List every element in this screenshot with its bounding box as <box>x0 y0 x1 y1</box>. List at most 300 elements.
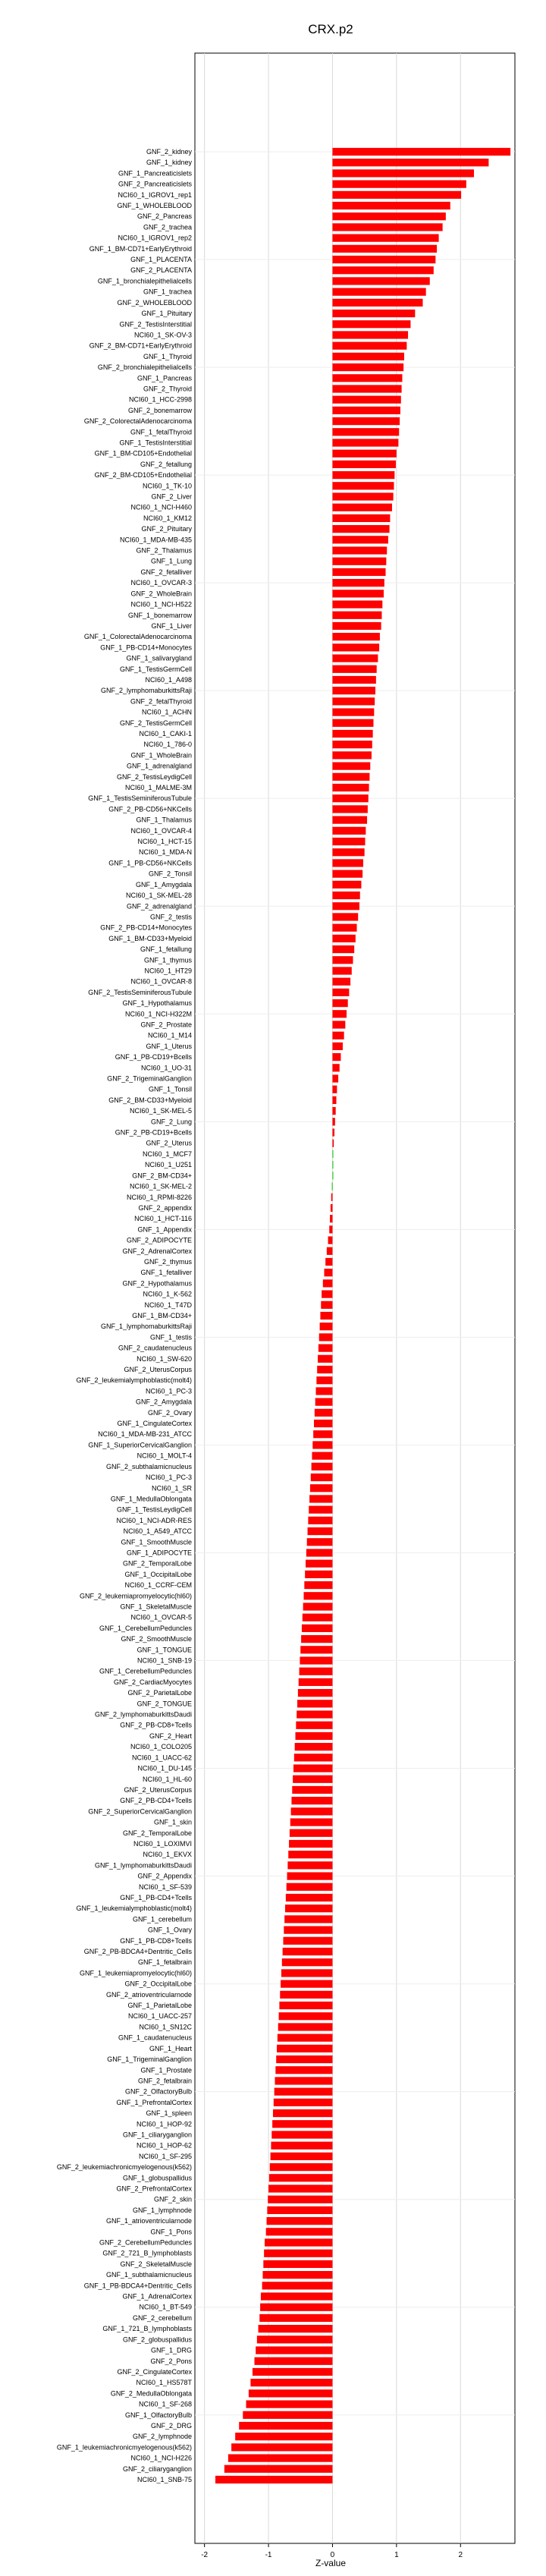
category-label: GNF_1_Appendix <box>137 1225 192 1234</box>
bar <box>332 730 372 738</box>
category-label: GNF_1_thymus <box>143 956 192 964</box>
x-axis-ticks <box>201 2543 463 2559</box>
bar <box>309 1506 332 1514</box>
bar <box>332 1128 334 1136</box>
bar <box>332 1096 336 1104</box>
category-label: GNF_1_Pituitary <box>141 310 192 318</box>
bar <box>283 1937 332 1945</box>
bar <box>290 1829 333 1837</box>
category-label: GNF_1_MedullaOblongata <box>110 1495 192 1503</box>
category-label: GNF_1_leukemiapromyelocytic(hl60) <box>79 1969 192 1977</box>
category-label: NCI60_1_NCI-ADR-RES <box>116 1516 192 1524</box>
bar <box>262 2271 332 2279</box>
bar <box>332 504 391 511</box>
category-label: NCI60_1_BT-549 <box>139 2303 192 2311</box>
bar <box>267 2217 333 2225</box>
category-label: GNF_1_fetalbrain <box>137 1958 192 1967</box>
bar <box>324 1269 332 1276</box>
bar <box>314 1420 332 1427</box>
category-label: NCI60_1_SF-539 <box>138 1882 192 1891</box>
category-label: GNF_1_BM-CD71+EarlyErythroid <box>89 244 192 253</box>
bar <box>296 1732 333 1740</box>
category-label: GNF_2_adrenalgland <box>126 902 192 911</box>
category-label: GNF_1_lymphomaburkittsDaudi <box>94 1861 192 1870</box>
bar <box>332 913 358 920</box>
bar <box>224 2465 333 2473</box>
bar <box>332 1074 338 1082</box>
bar <box>332 471 394 479</box>
x-tick-label: -2 <box>201 2551 209 2559</box>
category-label: GNF_2_fetalThyroid <box>130 697 192 706</box>
category-label: GNF_2_CerebellumPeduncles <box>99 2238 192 2247</box>
category-label: NCI60_1_SF-295 <box>138 2152 192 2160</box>
category-label: NCI60_1_HOP-92 <box>136 2120 192 2128</box>
bar <box>300 1646 332 1653</box>
bar <box>305 1571 332 1578</box>
bar <box>308 1517 332 1524</box>
category-label: NCI60_1_HT29 <box>144 967 192 975</box>
bar <box>332 902 359 910</box>
bar <box>332 612 381 619</box>
bar <box>332 1161 333 1168</box>
bar <box>332 794 368 802</box>
category-label: GNF_2_Ovary <box>147 1408 192 1417</box>
bar <box>303 1614 333 1621</box>
bar <box>332 751 371 759</box>
bar <box>332 385 401 392</box>
category-label: NCI60_1_MOLT-4 <box>136 1452 192 1460</box>
bar <box>265 2238 332 2246</box>
x-tick-label: 0 <box>330 2551 335 2559</box>
category-label: GNF_1_caudatenucleus <box>118 2033 192 2042</box>
bar <box>332 956 353 964</box>
category-label: GNF_1_TestisSeminiferousTubule <box>88 794 192 803</box>
bar <box>332 665 376 673</box>
category-label: NCI60_1_MDA-MB-231_ATCC <box>98 1430 192 1439</box>
category-label: GNF_1_PB-BDCA4+Dentritic_Cells <box>83 2282 192 2290</box>
bar <box>239 2422 332 2430</box>
bar <box>307 1538 333 1546</box>
bar <box>332 525 389 533</box>
bar <box>308 1527 333 1535</box>
category-label: GNF_2_BM-CD71+EarlyErythroid <box>89 341 192 350</box>
category-label: NCI60_1_SN12C <box>139 2023 192 2031</box>
bar <box>298 1689 333 1697</box>
category-label: GNF_1_OccipitalLobe <box>124 1570 192 1578</box>
bar <box>332 1118 334 1125</box>
bar <box>319 1333 333 1341</box>
category-label: GNF_1_bonemarrow <box>127 611 192 619</box>
bar <box>275 2088 333 2096</box>
category-label: GNF_2_UterusCorpus <box>124 1366 192 1374</box>
category-label: NCI60_1_RPMI-8226 <box>126 1193 192 1201</box>
category-label: GNF_2_caudatenucleus <box>118 1344 192 1352</box>
bar <box>280 1991 332 1999</box>
category-label: NCI60_1_K-562 <box>143 1290 192 1298</box>
bar <box>271 2131 332 2138</box>
bar <box>260 2304 332 2311</box>
bar <box>323 1279 333 1287</box>
bar <box>268 2196 332 2203</box>
bar <box>332 331 408 338</box>
bar <box>328 1236 333 1244</box>
category-label: GNF_2_SuperiorCervicalGanglion <box>88 1807 192 1816</box>
category-label: NCI60_1_PC-3 <box>145 1387 192 1395</box>
bar <box>332 654 378 662</box>
bar <box>303 1603 333 1610</box>
category-label: NCI60_1_NCI-H322M <box>124 1010 192 1018</box>
bar <box>332 202 450 209</box>
category-label: GNF_2_BM-CD34+ <box>132 1172 192 1180</box>
bar <box>289 1840 332 1848</box>
category-label: GNF_2_CingulateCortex <box>117 2367 192 2376</box>
bar <box>292 1786 332 1794</box>
category-label: GNF_2_TestisSeminiferousTubule <box>88 988 192 996</box>
bar <box>297 1700 332 1707</box>
category-label: GNF_1_PB-CD56+NKCells <box>108 859 192 867</box>
bar <box>332 288 425 296</box>
bar <box>306 1560 332 1568</box>
bar <box>332 180 466 187</box>
category-label: GNF_2_TestisGermCell <box>119 719 192 727</box>
bar <box>332 945 354 953</box>
bar <box>293 1764 332 1772</box>
category-label: NCI60_1_UACC-62 <box>131 1754 192 1762</box>
bar <box>332 773 369 781</box>
category-label: GNF_1_Ovary <box>147 1926 192 1934</box>
category-label: GNF_2_Tonsil <box>148 870 192 878</box>
category-label: GNF_1_fetalThyroid <box>130 428 192 436</box>
bar <box>284 1915 332 1923</box>
bar <box>315 1409 333 1417</box>
bar <box>313 1430 332 1438</box>
bar <box>329 1225 332 1233</box>
bar <box>271 2153 333 2160</box>
category-label: GNF_2_fetalbrain <box>137 2077 192 2085</box>
bar <box>332 579 384 587</box>
bar <box>273 2109 332 2117</box>
category-label: GNF_2_SkeletalMuscle <box>120 2260 192 2268</box>
category-label: GNF_1_Liver <box>151 621 192 630</box>
category-label: NCI60_1_IGROV1_rep2 <box>118 234 192 242</box>
category-label: GNF_2_PB-CD14+Monocytes <box>100 923 192 932</box>
x-tick-label: 1 <box>394 2551 399 2559</box>
bar <box>296 1722 332 1729</box>
bar <box>332 697 375 705</box>
bar <box>332 1140 334 1147</box>
category-label: GNF_1_PrefrontalCortex <box>116 2098 192 2106</box>
category-label: GNF_1_Thyroid <box>143 352 192 360</box>
bar <box>332 212 445 220</box>
category-label: GNF_2_lymphomaburkittsRaji <box>100 687 192 695</box>
bar <box>309 1495 332 1502</box>
bar <box>246 2400 333 2408</box>
category-label: GNF_2_PB-CD8+Tcells <box>120 1721 192 1729</box>
category-label: NCI60_1_A549_ATCC <box>123 1527 192 1536</box>
category-label: GNF_1_CerebellumPeduncles <box>99 1624 192 1632</box>
category-label: GNF_2_atrioventricularnode <box>105 1990 192 1999</box>
bar <box>243 2411 332 2419</box>
category-label: GNF_1_ColorectalAdenocarcinoma <box>83 633 192 641</box>
bar <box>331 1194 333 1201</box>
bar <box>332 277 429 285</box>
bar <box>279 2002 332 2009</box>
category-label: GNF_2_skin <box>153 2195 192 2203</box>
bar <box>253 2368 333 2376</box>
category-label: GNF_2_Appendix <box>137 1872 192 1880</box>
bar <box>228 2454 333 2461</box>
bar <box>286 1894 333 1901</box>
category-label: NCI60_1_T47D <box>144 1301 192 1309</box>
bar <box>332 558 386 565</box>
category-label: GNF_1_globuspallidus <box>122 2174 192 2182</box>
category-label: GNF_2_Liver <box>151 492 192 501</box>
bar <box>332 676 375 684</box>
category-label: GNF_1_CerebellumPeduncles <box>99 1667 192 1675</box>
bar <box>332 989 349 996</box>
bar <box>268 2184 332 2192</box>
bar <box>300 1668 333 1675</box>
bar <box>332 859 363 867</box>
bar <box>301 1635 332 1643</box>
bar <box>332 892 359 899</box>
category-label: NCI60_1_CAKI-1 <box>139 730 192 738</box>
category-label: GNF_2_WHOLEBLOOD <box>117 298 192 307</box>
chart-title: CRX.p2 <box>308 22 353 36</box>
category-label: GNF_2_kidney <box>146 148 192 156</box>
bar <box>295 1743 333 1750</box>
bar <box>312 1463 333 1470</box>
category-label: NCI60_1_OVCAR-3 <box>130 579 192 587</box>
bar <box>332 363 403 371</box>
bar <box>332 428 399 436</box>
bar <box>278 2034 333 2042</box>
category-label: GNF_1_AdrenalCortex <box>122 2292 192 2301</box>
category-label: NCI60_1_SK-MEL-28 <box>125 892 192 900</box>
bar <box>316 1376 332 1384</box>
bar <box>332 482 394 489</box>
bar <box>303 1592 332 1599</box>
category-label: GNF_2_PB-CD19+Bcells <box>115 1128 192 1137</box>
category-label: GNF_2_UterusCorpus <box>124 1785 192 1794</box>
bar <box>332 1064 339 1071</box>
bar <box>332 514 390 522</box>
category-label: NCI60_1_MALME-3M <box>124 784 192 792</box>
bar <box>332 784 369 791</box>
category-label: GNF_2_Amygdala <box>135 1398 192 1406</box>
category-label: GNF_1_ciliaryganglion <box>122 2131 192 2139</box>
bar <box>332 870 362 878</box>
category-label: GNF_2_WholeBrain <box>130 590 192 598</box>
bar <box>266 2228 333 2235</box>
bar <box>332 374 402 382</box>
category-label: GNF_2_PB-BDCA4+Dentritic_Cells <box>83 1948 192 1956</box>
category-label: GNF_1_Pancreas <box>136 374 192 382</box>
bar <box>332 159 488 166</box>
category-label: GNF_1_spleen <box>146 2109 192 2118</box>
bar <box>285 1904 332 1912</box>
bar <box>321 1301 332 1309</box>
category-label: GNF_2_Pancreaticislets <box>118 180 192 188</box>
category-label: NCI60_1_SW-620 <box>136 1354 192 1363</box>
bar <box>312 1441 332 1448</box>
category-label: GNF_1_TestisGermCell <box>119 665 192 673</box>
bar <box>332 439 398 446</box>
bar <box>304 1581 332 1589</box>
category-label: NCI60_1_HOP-62 <box>136 2141 192 2150</box>
bar <box>306 1549 333 1556</box>
category-label: GNF_1_Heart <box>149 2044 192 2052</box>
category-label: NCI60_1_UACC-257 <box>127 2012 192 2021</box>
bar <box>332 546 387 554</box>
bar <box>332 1182 333 1190</box>
category-label: GNF_2_DRG <box>150 2421 192 2430</box>
category-label: GNF_2_Prostate <box>140 1021 192 1029</box>
bar <box>315 1398 333 1406</box>
bar <box>332 741 372 748</box>
bar <box>332 169 474 177</box>
category-label: GNF_2_ParietalLobe <box>127 1689 192 1697</box>
bar <box>311 1474 333 1481</box>
category-label: GNF_1_TONGUE <box>136 1646 192 1654</box>
category-label: GNF_1_subthalamicnucleus <box>105 2271 192 2279</box>
bar <box>332 450 396 458</box>
bar <box>276 2055 332 2063</box>
category-label: GNF_2_fetallung <box>140 460 192 468</box>
bar <box>332 568 385 576</box>
category-label: GNF_1_salivarygland <box>126 654 192 662</box>
bar <box>332 234 438 242</box>
bar <box>332 492 393 500</box>
bar <box>275 2066 332 2074</box>
bar <box>267 2206 332 2214</box>
category-label: NCI60_1_NCI-H226 <box>130 2454 192 2462</box>
bar <box>332 719 373 727</box>
category-label: NCI60_1_HL-60 <box>142 1775 192 1783</box>
bar <box>332 600 382 608</box>
bar <box>332 310 415 317</box>
category-label: GNF_2_MedullaOblongata <box>110 2389 192 2398</box>
category-label: NCI60_1_SNB-19 <box>136 1656 192 1665</box>
bar <box>287 1872 333 1879</box>
bar <box>332 396 400 404</box>
category-label: GNF_1_Pancreaticislets <box>118 169 192 178</box>
category-label: GNF_1_PB-CD14+Monocytes <box>100 643 192 652</box>
category-label: GNF_2_ciliaryganglion <box>122 2464 192 2473</box>
category-label: GNF_2_bronchialepithelialcells <box>97 363 192 372</box>
bar <box>249 2389 333 2397</box>
category-label: GNF_1_Amygdala <box>135 880 192 889</box>
bar <box>291 1797 332 1804</box>
category-label: GNF_2_Heart <box>149 1731 192 1740</box>
category-label: GNF_2_leukemialymphoblastic(molt4) <box>76 1376 192 1385</box>
bar <box>332 622 381 630</box>
bar <box>332 417 400 425</box>
bar <box>332 978 350 986</box>
bar <box>332 924 356 932</box>
bar <box>332 1021 345 1028</box>
bar <box>332 256 435 263</box>
category-label: NCI60_1_SR <box>151 1484 192 1492</box>
category-label: GNF_2_Thyroid <box>143 385 192 393</box>
category-label: NCI60_1_U251 <box>144 1161 192 1169</box>
bar <box>332 1172 333 1179</box>
category-label: GNF_2_PB-CD56+NKCells <box>108 805 192 813</box>
category-label: GNF_2_appendix <box>138 1203 192 1212</box>
category-label: GNF_2_TONGUE <box>136 1700 192 1708</box>
category-label: GNF_2_thymus <box>143 1257 192 1266</box>
category-label: NCI60_1_OVCAR-8 <box>130 977 192 986</box>
category-label: NCI60_1_SK-MEL-2 <box>129 1182 192 1190</box>
bar <box>256 2346 332 2354</box>
category-label: NCI60_1_HCC-2998 <box>128 395 192 404</box>
bar <box>263 2260 332 2268</box>
bar <box>254 2357 332 2365</box>
category-label: GNF_1_Lung <box>150 557 192 565</box>
category-label: GNF_2_cerebellum <box>132 2313 192 2322</box>
bar <box>332 407 400 414</box>
category-label: NCI60_1_LOXIMVI <box>133 1839 192 1848</box>
bar <box>332 353 404 360</box>
x-tick-label: -1 <box>265 2551 272 2559</box>
category-label: NCI60_1_A498 <box>145 675 192 684</box>
bar <box>272 2120 332 2128</box>
bar <box>231 2443 332 2451</box>
bar <box>310 1484 333 1492</box>
category-label: GNF_2_subthalamicnucleus <box>105 1462 192 1470</box>
category-label: NCI60_1_MDA-MB-435 <box>119 536 192 544</box>
category-label: NCI60_1_ACHN <box>141 708 192 716</box>
bar <box>284 1926 332 1933</box>
category-label: NCI60_1_SF-268 <box>138 2400 192 2408</box>
category-label: GNF_2_AdrenalCortex <box>122 1247 192 1255</box>
category-label: NCI60_1_HCT-116 <box>134 1215 192 1223</box>
category-label: GNF_1_lymphnode <box>132 2206 192 2214</box>
category-label: GNF_2_Pons <box>150 2357 192 2365</box>
bar <box>316 1387 333 1395</box>
category-label: NCI60_1_CCRF-CEM <box>124 1581 192 1590</box>
bar <box>291 1807 333 1815</box>
category-label: GNF_2_Lung <box>150 1118 192 1126</box>
category-label: GNF_2_bonemarrow <box>127 406 192 414</box>
bar <box>274 2099 333 2106</box>
category-label: GNF_1_PB-CD4+Tcells <box>120 1894 192 1901</box>
category-label: GNF_2_Pituitary <box>141 525 192 533</box>
category-label: GNF_1_OlfactoryBulb <box>124 2411 192 2419</box>
category-label: GNF_2_Uterus <box>146 1139 192 1147</box>
bar <box>332 827 366 835</box>
category-label: GNF_1_TestisLeydigCell <box>116 1505 192 1514</box>
category-label: NCI60_1_HS578T <box>136 2379 192 2387</box>
category-label: GNF_1_ADIPOCYTE <box>126 1549 192 1557</box>
category-label: GNF_2_leukemiachronicmyelogenous(k562) <box>56 2163 192 2172</box>
category-label: GNF_1_721_B_lymphoblasts <box>102 2325 192 2333</box>
bar <box>322 1290 332 1297</box>
bar <box>235 2433 332 2440</box>
bar <box>332 967 351 974</box>
category-label: NCI60_1_HCT-15 <box>137 838 192 846</box>
bar <box>332 1107 335 1115</box>
category-label: GNF_2_lymphomaburkittsDaudi <box>94 1710 192 1719</box>
bar <box>281 1980 332 1988</box>
bar <box>332 816 367 824</box>
category-label: GNF_1_SuperiorCervicalGanglion <box>88 1441 192 1449</box>
category-label: NCI60_1_OVCAR-5 <box>130 1613 192 1621</box>
category-label: GNF_2_BM-CD33+Myeloid <box>108 1096 192 1104</box>
category-label: NCI60_1_OVCAR-4 <box>130 826 192 835</box>
category-label: GNF_1_BM-CD105+Endothelial <box>94 449 192 458</box>
category-label: GNF_1_adrenalgland <box>126 762 192 770</box>
